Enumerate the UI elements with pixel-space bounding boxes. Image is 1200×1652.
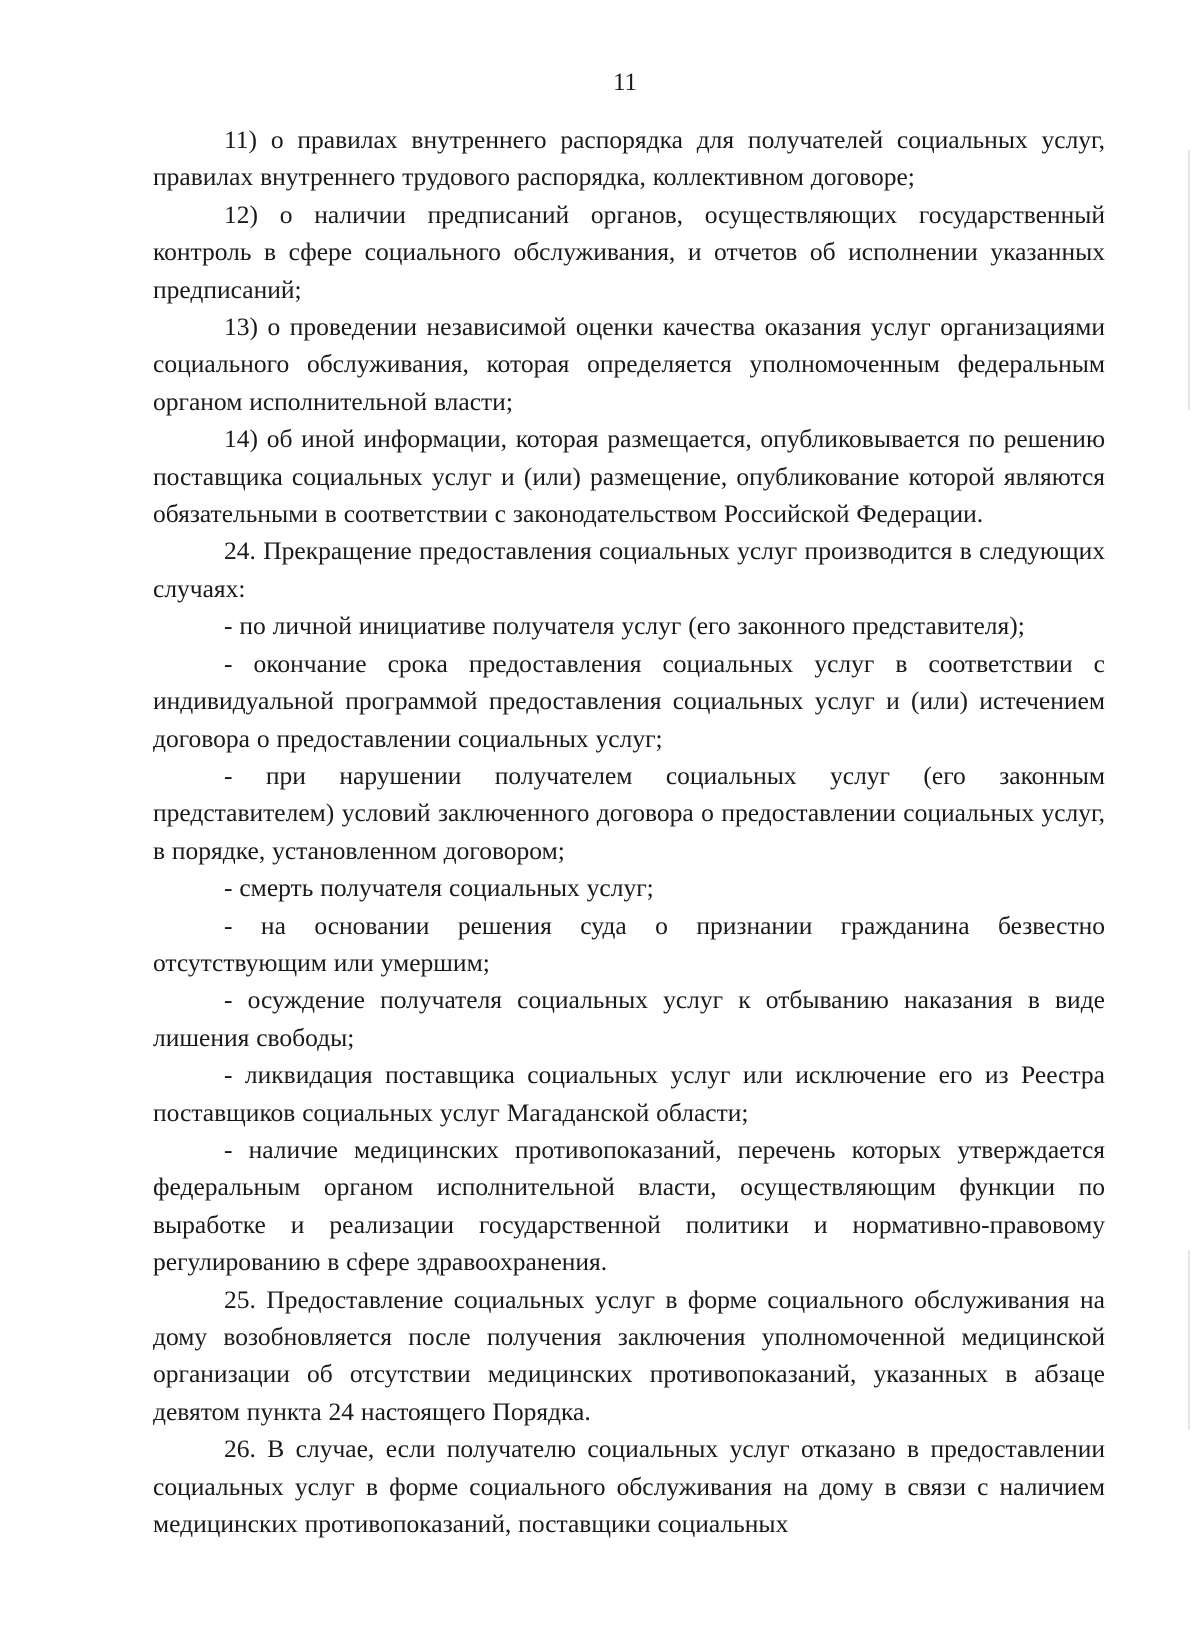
paragraph-item-13: 13) о проведении независимой оценки качества оказания услуг организациями социального обслуживания, которая определяется уполномоченным федеральным органом исполнительной власти; [153, 312, 1105, 416]
paragraph-item-14: 14) об иной информации, которая размещается, опубликовывается по решению поставщика социальных услуг и (или) размещение, опубликование которой являются обязательными в соответствии с законодательством Российской Федерации. [153, 424, 1105, 529]
list-item-medical-contraindications: - наличие медицинских противопоказаний, перечень которых утверждается федеральным органом исполнительной власти, осуществляющим функции по выработке и реализации государственной политики и нормативно-правовому регулированию в сфере здравоохранения. [153, 1134, 1105, 1277]
scan-edge-mark [1188, 1250, 1190, 1430]
paragraph-section-26: 26. В случае, если получателю социальных услуг отказано в предоставлении социальных услуг в форме социального обслуживания на дому в связи с наличием медицинских противопоказаний, поставщики социальных [153, 1434, 1105, 1539]
list-item-contract-violation: - при нарушении получателем социальных услуг (его законным представителем) условий заключенного договора о предоставлении социальных услуг, в порядке, установленном договором; [153, 760, 1105, 865]
list-item-court-decision: - на основании решения суда о признании гражданина безвестно отсутствующим или умершим; [153, 910, 1105, 977]
list-item-liquidation: - ликвидация поставщика социальных услуг или исключение его из Реестра поставщиков социальных услуг Магаданской области; [153, 1060, 1105, 1127]
paragraph-item-12: 12) о наличии предписаний органов, осуществляющих государственный контроль в сфере социального обслуживания, и отчетов об исполнении указанных предписаний; [153, 199, 1105, 304]
paragraph-item-11: 11) о правилах внутреннего распорядка для получателей социальных услуг, правилах внутреннего трудового распорядка, коллективном договоре; [153, 125, 1105, 192]
list-item-personal-initiative: - по личной инициативе получателя услуг (его законного представителя); [224, 611, 1025, 641]
list-item-death: - смерть получателя социальных услуг; [224, 873, 654, 903]
list-item-imprisonment: - осуждение получателя социальных услуг к отбыванию наказания в виде лишения свободы; [153, 985, 1105, 1052]
list-item-term-expiry: - окончание срока предоставления социальных услуг в соответствии с индивидуальной программой предоставления социальных услуг и (или) истечением договора о предоставлении социальных услуг; [153, 648, 1105, 753]
paragraph-section-24: 24. Прекращение предоставления социальных услуг производится в следующих случаях: [153, 536, 1105, 603]
paragraph-section-25: 25. Предоставление социальных услуг в форме социального обслуживания на дому возобновляется после получения заключения уполномоченной медицинской организации об отсутствии медицинских противопоказаний, указанных в абзаце девятом пункта 24 настоящего Порядка. [153, 1284, 1105, 1426]
document-body [153, 121, 1105, 1542]
page-number: 11 [612, 69, 638, 96]
scan-edge-mark [1188, 150, 1190, 410]
